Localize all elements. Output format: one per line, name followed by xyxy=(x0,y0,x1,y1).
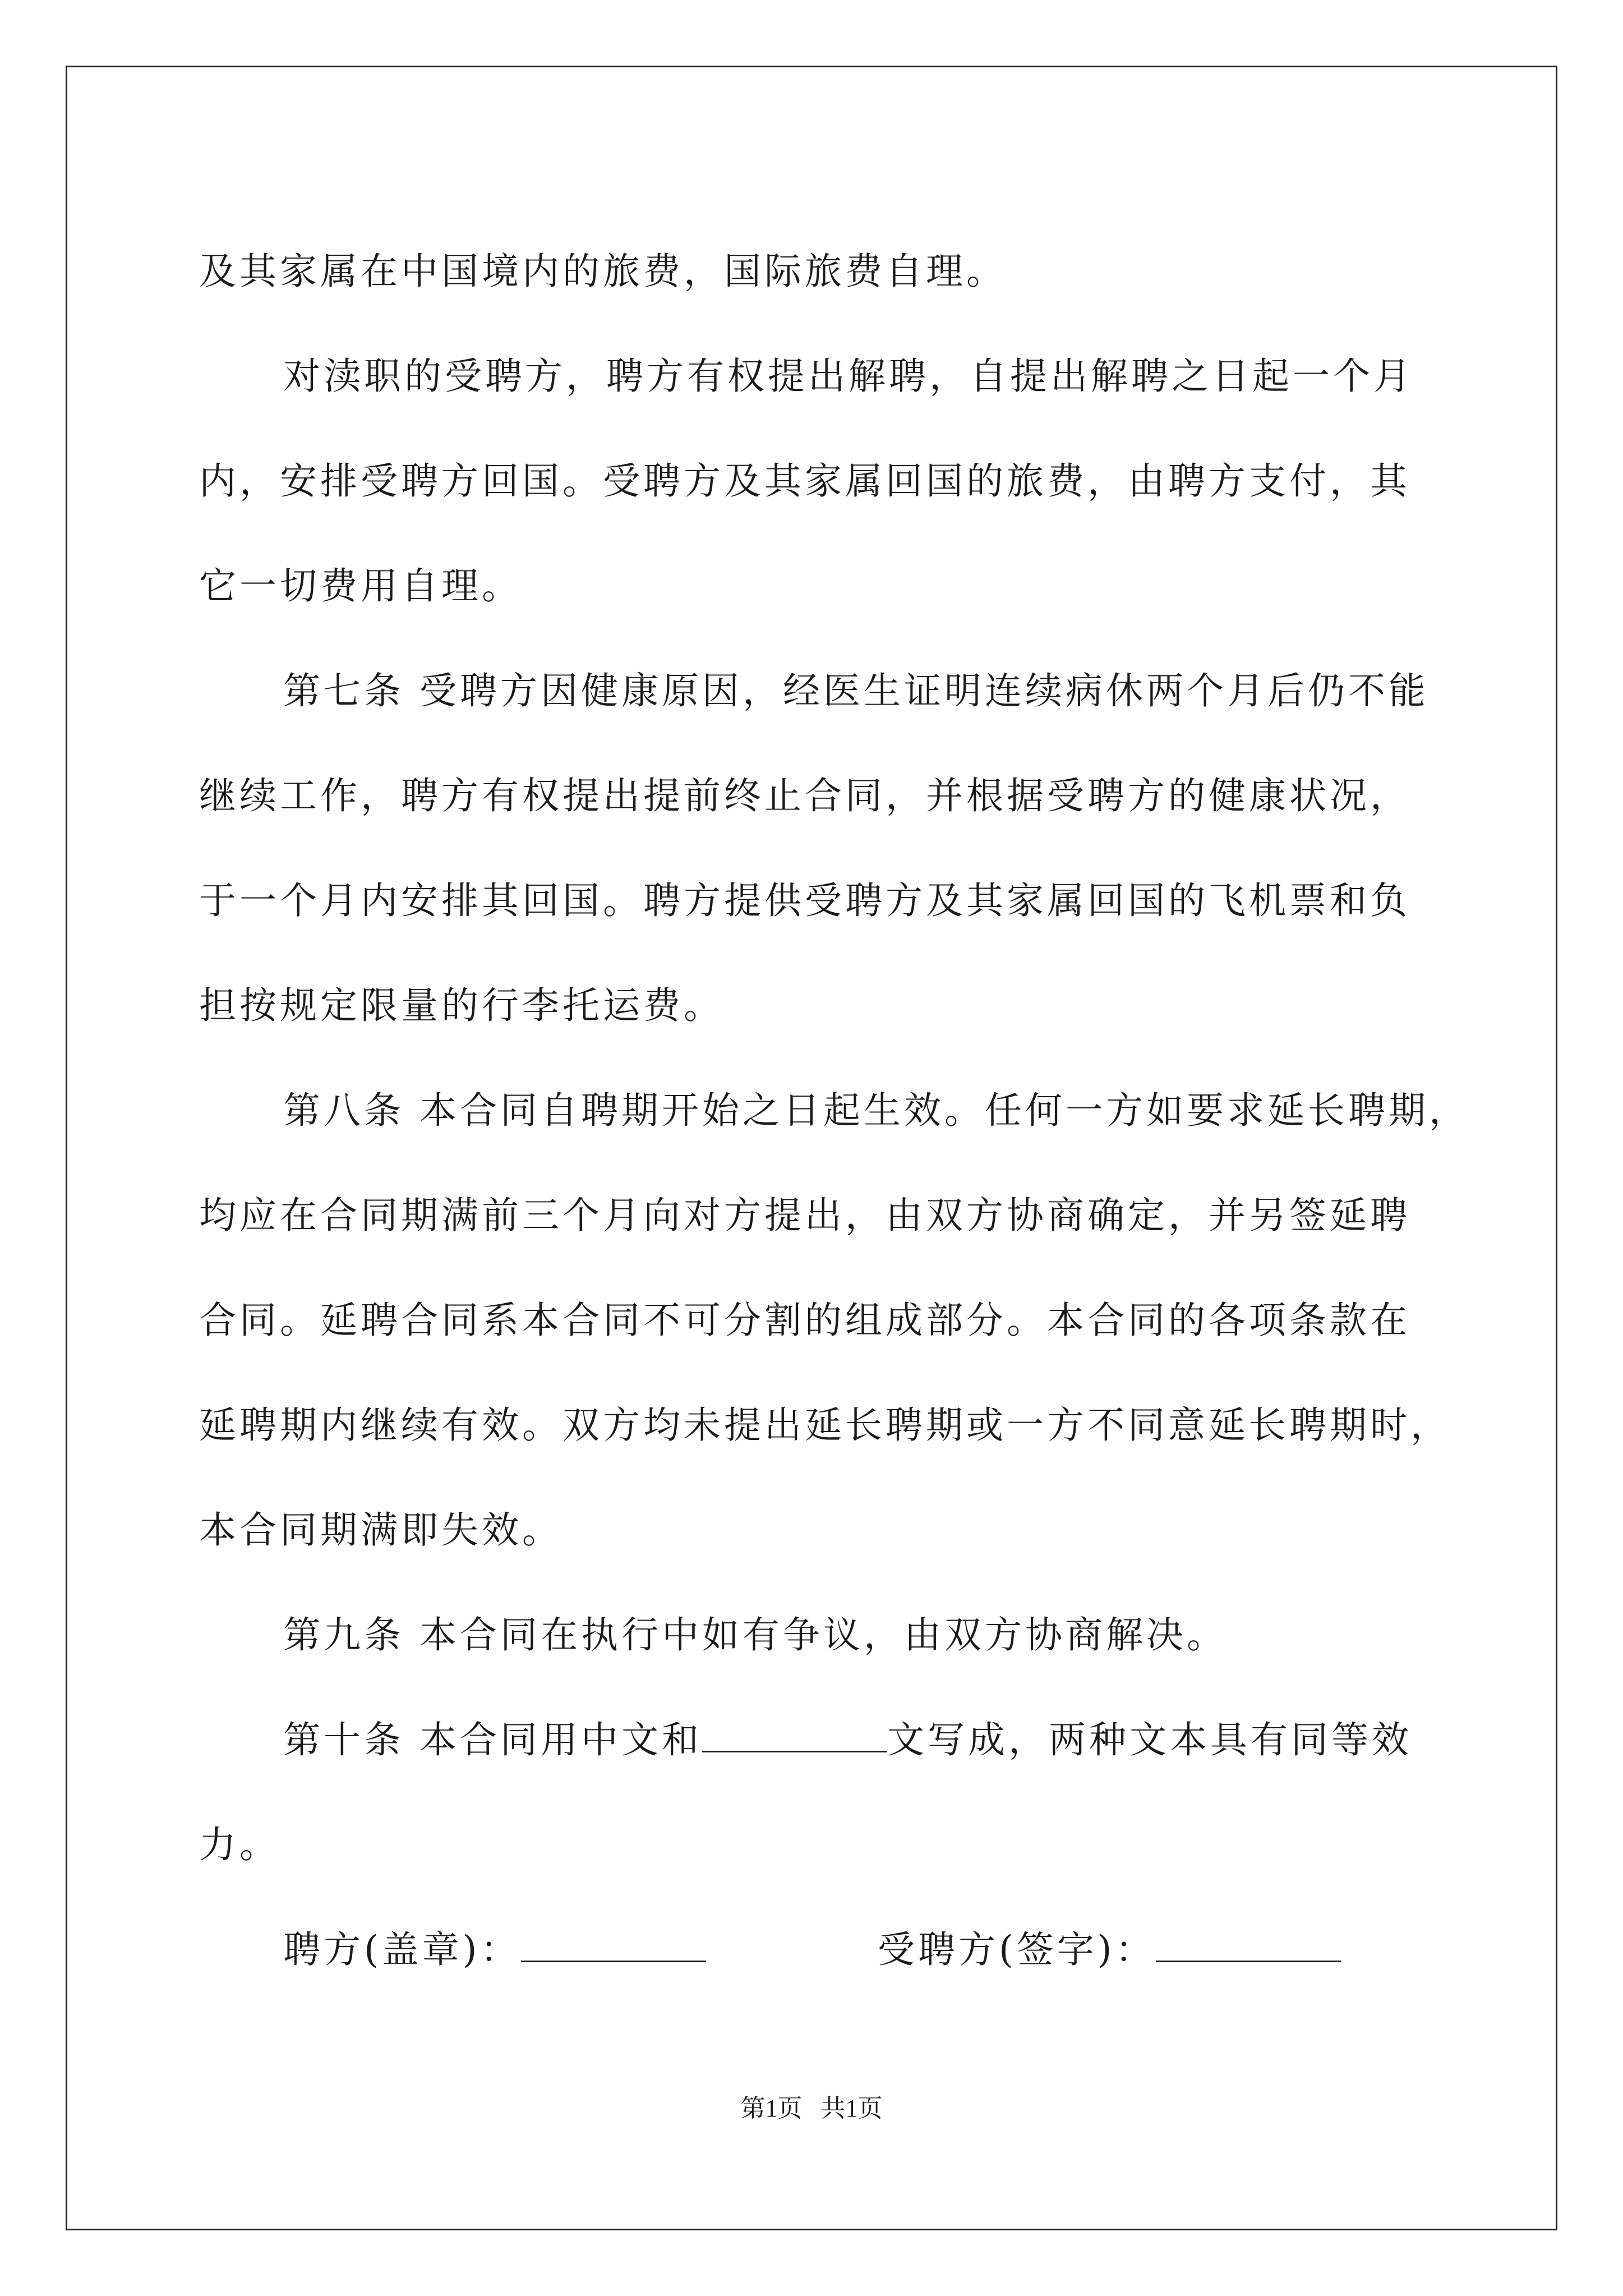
article-10-before: 第十条 本合同用中文和 xyxy=(283,1718,702,1761)
article-10-continuation: 力。 xyxy=(199,1823,280,1866)
line-6: 继续工作，聘方有权提出提前终止合同，并根据受聘方的健康状况， xyxy=(199,774,1410,817)
line-4: 它一切费用自理。 xyxy=(199,564,522,608)
line-12: 延聘期内继续有效。双方均未提出延长聘期或一方不同意延长聘期时， xyxy=(199,1404,1451,1447)
employer-blank xyxy=(521,1927,706,1962)
line-5: 第七条 受聘方因健康原因，经医生证明连续病休两个月后仍不能 xyxy=(283,669,1429,712)
signature-row xyxy=(199,1897,1433,2002)
employee-blank xyxy=(1156,1927,1341,1962)
language-blank xyxy=(702,1717,887,1752)
article-10-after: 文写成，两种文本具有同等效 xyxy=(887,1718,1412,1761)
line-13: 本合同期满即失效。 xyxy=(199,1508,562,1552)
line-3: 内，安排受聘方回国。受聘方及其家属回国的旅费，由聘方支付，其 xyxy=(199,459,1410,503)
employer-signature xyxy=(283,1897,878,2002)
line-1: 及其家属在中国境内的旅费，国际旅费自理。 xyxy=(199,250,1007,293)
line-9: 第八条 本合同自聘期开始之日起生效。任何一方如要求延长聘期， xyxy=(283,1089,1469,1132)
page-footer: 第1页 共1页 xyxy=(740,2095,883,2122)
line-2: 对渎职的受聘方，聘方有权提出解聘，自提出解聘之日起一个月 xyxy=(283,355,1414,398)
employee-label: 受聘方(签字)： xyxy=(878,1928,1156,1971)
line-7: 于一个月内安排其回国。聘方提供受聘方及其家属回国的飞机票和负 xyxy=(199,879,1410,922)
employee-signature xyxy=(878,1897,1341,2002)
employer-label: 聘方(盖章)： xyxy=(283,1928,521,1971)
line-11: 合同。延聘合同系本合同不可分割的组成部分。本合同的各项条款在 xyxy=(199,1299,1410,1342)
line-10: 均应在合同期满前三个月向对方提出，由双方协商确定，并另签延聘 xyxy=(199,1194,1410,1237)
article-10-line xyxy=(199,1687,1433,1792)
line-8: 担按规定限量的行李托运费。 xyxy=(199,984,724,1027)
document-body xyxy=(199,219,1469,2002)
line-14: 第九条 本合同在执行中如有争议，由双方协商解决。 xyxy=(283,1613,1227,1657)
